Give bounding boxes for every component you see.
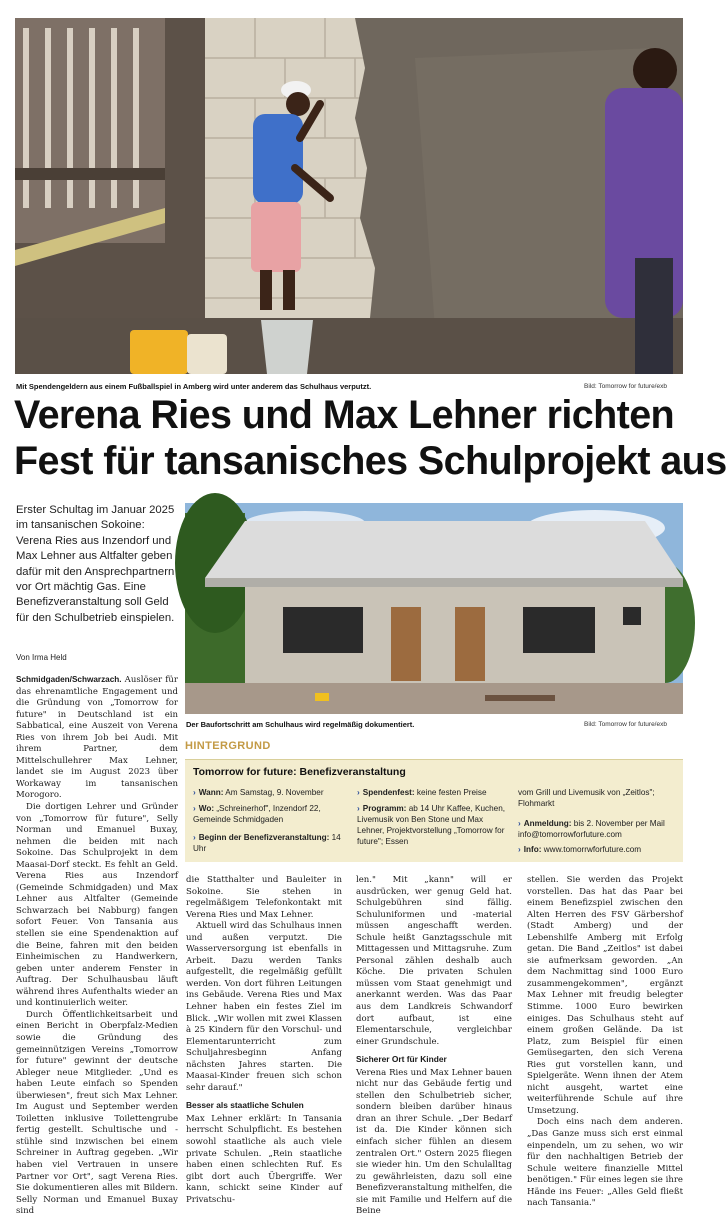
plastering-photo-illustration: [15, 18, 683, 374]
info-value: www.tomorrwforfuture.com: [543, 845, 642, 854]
arrow-icon: ›: [518, 845, 521, 854]
info-label: Anmeldung:: [523, 819, 572, 828]
headline-line-1: Verena Ries und Max Lehner richten: [14, 393, 675, 437]
paragraph: [16, 674, 178, 802]
info-item-spendenfest: [357, 787, 507, 798]
info-item-anmeldung: [518, 818, 680, 840]
paragraph: die Statthalter und Bauleiter in Sokoine. Sie stehen in regelmäßigem Telefonkontakt mit Verena Ries und Max Lehner.: [186, 875, 342, 920]
author-byline: Von Irma Held: [16, 653, 67, 662]
info-item-beginn: [193, 832, 355, 854]
photo2-caption: Der Baufortschritt am Schulhaus wird regelmäßig dokumentiert.: [186, 720, 415, 729]
photo1-credit: Bild: Tomorrow for future/exb: [584, 383, 667, 390]
info-value: 14 Uhr: [193, 833, 341, 853]
photo2-credit: Bild: Tomorrow for future/exb: [584, 721, 667, 728]
paragraph: Max Lehner erklärt: In Tansania herrscht Schulpflicht. Es bestehen sowohl staatliche als auch viele private Schulen. „Rein staatliche haben einen schlechten Ruf. Es gibt dort auch Übergriffe. Wer kann, schickt seine Kinder auf Privatschu-: [186, 1113, 342, 1205]
arrow-icon: ›: [193, 833, 196, 842]
paragraph: Doch eins nach dem anderen. „Das Ganze muss sich erst einmal einpendeln, um zu sehen, wo wir für den nachhaltigen Betrieb der Schule weitere finanzielle Mittel benötigen." Für eines legen sie ihre Hände ins Feuer: „Alles Geld fließt nach Tansania.": [527, 1117, 683, 1209]
photo1-caption: Mit Spendengeldern aus einem Fußballspiel in Amberg wird unter anderem das Schulhaus verputzt.: [16, 382, 372, 391]
info-label: Info:: [523, 845, 542, 854]
info-label: Beginn der Benefizveranstaltung:: [198, 833, 330, 842]
article-column-1: [16, 674, 178, 1218]
arrow-icon: ›: [357, 804, 360, 813]
article-column-3: [356, 875, 512, 1218]
paragraph: Durch Öffentlichkeitsarbeit und einen Bericht in Oberpfalz-Medien sowie die Gründung des gemeinnützigen Vereins „Tomorrow for future" gewinnt der deutsche Ableger neue Mitglieder. „Und es haben Leute einfach so Spenden überwiesen", freut sich Max Lehner. Im August und September werden Toiletten inklusive Toilettengrube fertig gestellt. Schultische und -stühle sind inzwischen bei einem Schreiner in Auftrag gegeben. „Wir haben viel Vertrauen in unsere Partner vor Ort", sagt Verena Ries. Sie dokumentieren alles mit Bildern. Selly Norman und Emanuel Buxay sind: [16, 1009, 178, 1217]
teaser: Erster Schultag im Januar 2025 im tansanischen Sokoine: Verena Ries aus Inzendorf und Max Lehner aus Altfalter geben dafür mit den Ansprechpartnern vor Ort mächtig Gas. Eine Benefizveranstaltung soll Geld für den Schulbetrieb einspielen.: [16, 504, 175, 624]
subheading: Besser als staatliche Schulen: [186, 1100, 304, 1111]
headline: [14, 392, 727, 484]
info-value: bis 2. November per Mail info@tomorrowforfuture.com: [518, 819, 665, 839]
info-box-title: Tomorrow for future: Benefizveranstaltung: [193, 766, 406, 778]
school-building-photo: [185, 503, 683, 714]
article-column-4: [527, 875, 683, 1210]
event-info-box: [185, 759, 683, 862]
paragraph-text: Auslöser für das ehrenamtliche Engagement und die Gründung von „Tomorrow for future" in Deutschland ist ein Sabbatical, eine Auszeit von Verena Ries von ihrem Job bei Audi. Mit ihrem Partner, dem Mittelschullehrer Max Lehner, landet sie im August 2023 über Workaway im tansanischen Morogoro.: [16, 675, 178, 801]
info-value: ab 14 Uhr Kaffee, Kuchen, Livemusik von Ben Stone und Max Lehner, Projektvorstellung „Tomorrow for future"; Essen: [357, 804, 506, 846]
hintergrund-label: HINTERGRUND: [185, 740, 271, 752]
plastering-photo: [15, 18, 683, 374]
info-value: „Schreinerhof", Inzendorf 22, Gemeinde Schmidgaden: [193, 804, 321, 824]
info-value: Am Samstag, 9. November: [225, 788, 324, 797]
info-label: Programm:: [362, 804, 407, 813]
arrow-icon: ›: [193, 788, 196, 797]
paragraph: Verena Ries und Max Lehner bauen nicht nur das Gebäude fertig und stellen den Schulbetrieb sicher, sondern bleiben darüber hinaus dran an ihrer Schule. „Der Bedarf ist da. Die Kinder können sich einfach sicher fühlen an diesem zentralen Ort." Ostern 2025 fliegen sie wieder hin. Um den Schulalltag zu gewährleisten, dazu soll eine Benefizveranstaltung mithelfen, die sie mit Familie und Helfern auf die Beine: [356, 1067, 512, 1217]
info-item-wann: [193, 787, 343, 798]
paragraph: Aktuell wird das Schulhaus innen und außen verputzt. Die Wasserversorgung ist ebenfalls in Arbeit. Dazu werden Tanks aufgestellt, die regelmäßig gefüllt werden. Von dort führen Leitungen ins Gebäude. Verena Ries und Max Lehner haben ein festes Ziel im Blick. „Wir wollen mit zwei Klassen à 25 Kindern für den Vorschul- und Elementarunterricht zum Schuljahresbeginn Anfang nächsten Jahres starten. Die Maasai-Kinder freuen sich schon sehr darauf.": [186, 921, 342, 1093]
paragraph: stellen. Sie werden das Projekt vorstellen. Das hat das Paar bei einem Benefizspiel zwischen den Alten Herren des FSV Gärbershof (Stadt Amberg) und der Lebenshilfe Amberg mit Erfolg getan. Die Band „Zeitlos" ist dabei sie aufmerksam geworden. „An dem Nachmittag sind 1000 Euro zusammengekommen", ergänzt Max Lehner mit freudig belegter Stimme. 1000 Euro bewirken einiges. Das Schulhaus steht auf einem großen Gelände. Da ist Platz, zum Beispiel für einen Gemüsegarten, den sich Verena Ries gut vorstellen kann, und Spielgeräte. Wenn ihnen der Atem nicht ausgeht, wartet eine weiterführende Schule auf ihre Umsetzung.: [527, 875, 683, 1116]
paragraph: Die dortigen Lehrer und Gründer von „Tomorrow für future", Selly Norman und Emanuel Buxay, nehmen die beiden mit nach Sokoine. Das Schulprojekt in dem Maasai-Dorf steckt. Es fehlt an Geld. Verena Ries aus Inzendorf (Gemeinde Schmidgaden) und Max Lehner aus Altfalter (Gemeinde Schwarzach bei Nabburg) fangen sofort Feuer. Von Tansania aus stellen sie eine Spendenaktion auf die Beine, fahren mit den beiden Einheimischen zu Handwerkern, geben unter anderem Fenster in Auftrag. Der Schulhausbau läuft während ihres Aufenthalts wieder an und kontinuierlich weiter.: [16, 802, 178, 1009]
info-label: Spendenfest:: [362, 788, 415, 797]
info-label: Wo:: [198, 804, 215, 813]
info-label: Wann:: [198, 788, 224, 797]
info-item-info: [518, 844, 680, 855]
info-item-wo: [193, 803, 353, 825]
arrow-icon: ›: [193, 804, 196, 813]
subheading: Sicherer Ort für Kinder: [356, 1054, 447, 1065]
info-item-programm: [357, 803, 509, 847]
arrow-icon: ›: [518, 819, 521, 828]
paragraph: len." Mit „kann" will er ausdrücken, wer genug Geld hat. Schulgebühren sind fällig. Schuluniformen und -material müssen angeschafft werden. Schule heißt Ganztagsschule mit Mittagessen und Mittagsruhe. Zum Personal zählen deshalb auch Köche. Die privaten Schulen müssen vom Staat genehmigt und anerkannt werden. Was das Paar aus dem Landkreis Schwandorf dort aufbaut, ist eine Elementarschule, vergleichbar einer Grundschule.: [356, 875, 512, 1047]
article-column-2: [186, 875, 342, 1206]
headline-line-2: Fest für tansanisches Schulprojekt aus: [14, 439, 727, 483]
info-programm-continued: vom Grill und Livemusik von „Zeitlos"; Flohmarkt: [518, 788, 655, 808]
info-value: keine festen Preise: [416, 788, 487, 797]
dateline: Schmidgaden/Schwarzach.: [16, 675, 122, 684]
school-building-illustration: [185, 503, 683, 714]
arrow-icon: ›: [357, 788, 360, 797]
